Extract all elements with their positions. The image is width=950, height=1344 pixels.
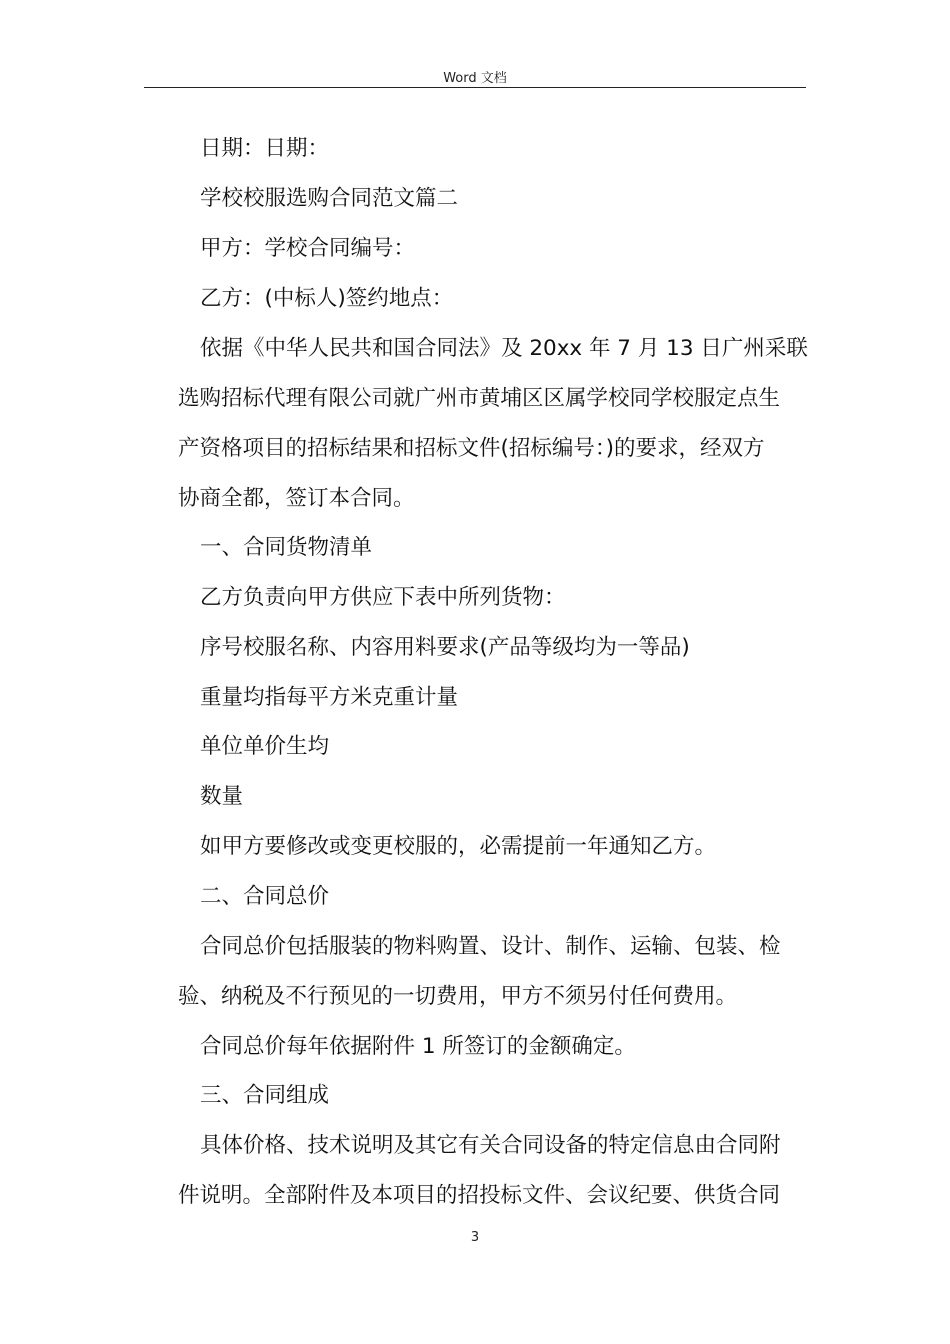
paragraph-line: 产资格项目的招标结果和招标文件(招标编号：)的要求，经双方 — [178, 436, 765, 461]
paragraph-line: 乙方负责向甲方供应下表中所列货物： — [200, 585, 566, 610]
paragraph-line: 合同总价每年依据附件 1 所签订的金额确定。 — [200, 1034, 636, 1059]
header-divider — [144, 87, 806, 88]
paragraph-line: 如甲方要修改或变更校服的，必需提前一年通知乙方。 — [200, 834, 717, 859]
section-heading: 三、合同组成 — [200, 1083, 330, 1108]
paragraph-line: 合同总价包括服装的物料购置、设计、制作、运输、包装、检 — [200, 934, 781, 959]
paragraph-line: 日期：日期： — [200, 136, 330, 161]
paragraph-line: 甲方：学校合同编号： — [200, 236, 416, 261]
header-title: Word 文档 — [443, 71, 507, 86]
paragraph-line: 序号校服名称、内容用料要求(产品等级均为一等品) — [200, 635, 690, 660]
paragraph-line: 依据《中华人民共和国合同法》及 20xx 年 7 月 13 日广州采联 — [200, 336, 808, 361]
section-heading: 一、合同货物清单 — [200, 535, 373, 560]
paragraph-line: 具体价格、技术说明及其它有关合同设备的特定信息由合同附 — [200, 1133, 781, 1158]
section-heading: 二、合同总价 — [200, 884, 330, 909]
paragraph-line: 数量 — [200, 784, 244, 809]
paragraph-line: 协商全都，签订本合同。 — [178, 486, 415, 511]
paragraph-line: 重量均指每平方米克重计量 — [200, 685, 459, 710]
paragraph-line: 单位单价生均 — [200, 734, 330, 759]
page-number: 3 — [470, 1230, 480, 1245]
paragraph-line: 验、纳税及不行预见的一切费用，甲方不须另付任何费用。 — [178, 984, 738, 1009]
paragraph-line: 学校校服选购合同范文篇二 — [200, 186, 459, 211]
paragraph-line: 件说明。全部附件及本项目的招投标文件、会议纪要、供货合同 — [178, 1183, 781, 1208]
paragraph-line: 乙方：(中标人)签约地点： — [200, 286, 454, 311]
paragraph-line: 选购招标代理有限公司就广州市黄埔区区属学校同学校服定点生 — [178, 386, 781, 411]
